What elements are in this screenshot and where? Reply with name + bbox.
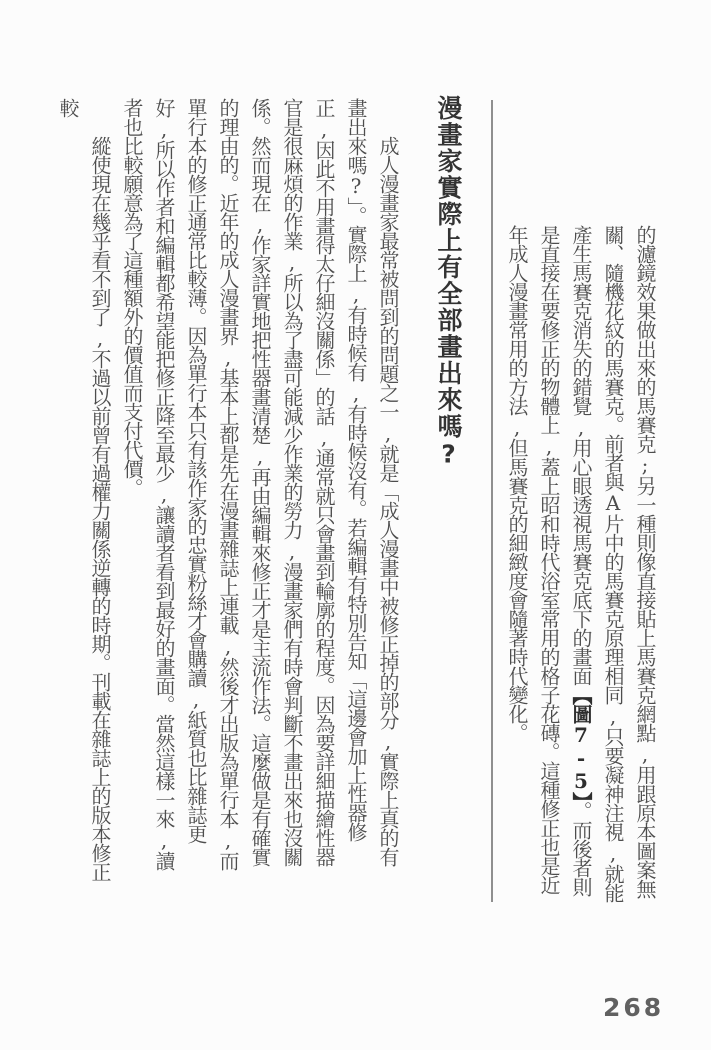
continuation-text-before: 的濾鏡效果做出來的馬賽克;另一種則像直接貼上馬賽克網點,用跟原本圖案無關、隨機花紋的馬賽克。前者與A片中的馬賽克原理相同,只要凝神注視,就能產生馬賽克消失的錯覺,用心眼透視馬賽克底下的畫面	[569, 225, 657, 902]
page-number: 268	[603, 993, 665, 1022]
figure-reference: 【圖7-5】	[569, 685, 593, 801]
section-heading: 漫畫家實際上有全部畫出來嗎?	[434, 95, 463, 470]
continuation-text-block	[491, 225, 661, 909]
body-text-block	[56, 98, 404, 882]
body-paragraph-2: 縱使現在幾乎看不到了,不過以前曾有過權力關係逆轉的時期。刊載在雜誌上的版本修正較	[56, 98, 112, 881]
continuation-text-after: 。而後者則是直接在要修正的物體上,蓋上昭和時代浴室常用的格子花磚。這種修正也是近年成人漫畫常用的方法,但馬賽克的細緻度會隨著時代變化。	[505, 225, 593, 896]
continuation-paragraph	[501, 225, 661, 909]
column-divider	[491, 100, 493, 902]
body-paragraph-1: 成人漫畫家最常被問到的問題之一,就是「成人漫畫中被修正掉的部分,實際上真的有畫出來嗎?」。實際上,有時候有,有時候沒有。若編輯有特別告知「這邊會加上性器修正,因此不用畫得太仔細沒關係」的話,通常就只會畫到輪廓的程度。因為要詳細描繪性器官是很麻煩的作業,所以為了盡可能減少作業的勞力,漫畫家們有時會判斷不畫出來也沒關係。然而現在,作家詳實地把性器畫清楚,再由編輯來修正才是主流作法。這麼做是有確實的理由的。近年的成人漫畫界,基本上都是先在漫畫雜誌上連載,然後才出版為單行本,而單行本的修正通常比較薄。因為單行本只有該作家的忠實粉絲才會購讀,紙質也比雜誌更好,所以作者和編輯都希望能把修正降至最少,讓讀者看到最好的畫面。當然這樣一來,讀者也比較願意為了這種額外的價值而支付代價。	[120, 98, 400, 870]
